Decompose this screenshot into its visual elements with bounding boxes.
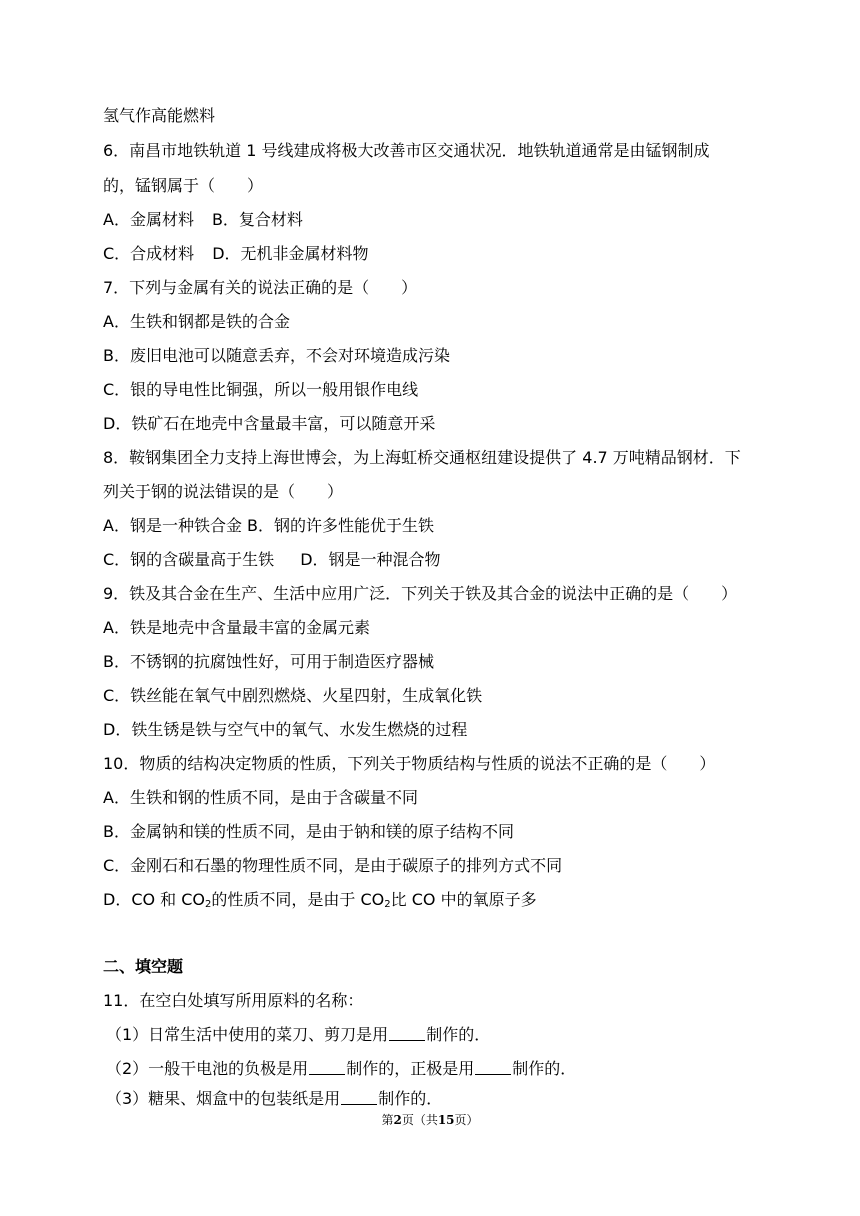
- question-10-option-a: A．生铁和钢的性质不同，是由于含碳量不同: [103, 788, 418, 807]
- question-6-options-cd: [103, 243, 369, 265]
- question-6-stem-cont: 的，锰钢属于（ ）: [103, 176, 264, 195]
- part-text: 制作的．: [378, 1089, 443, 1108]
- option-d-text: 比 CO 中的氧原子多: [390, 890, 537, 909]
- question-10-option-b: B．金属钠和镁的性质不同，是由于钠和镁的原子结构不同: [103, 822, 514, 841]
- question-11-part-2: [106, 1058, 576, 1080]
- total-pages: 15: [437, 1113, 455, 1127]
- question-8-stem-cont: 列关于钢的说法错误的是（ ）: [103, 482, 344, 501]
- part-text: （3）糖果、烟盒中的包装纸是用: [106, 1089, 341, 1108]
- option-d: D．钢是一种混合物: [300, 550, 441, 569]
- question-7-option-b: B．废旧电池可以随意丢弃，不会对环境造成污染: [103, 346, 450, 365]
- question-9-option-a: A．铁是地壳中含量最丰富的金属元素: [103, 618, 370, 637]
- question-7-option-c: C．银的导电性比铜强，所以一般用银作电线: [103, 380, 419, 399]
- question-9-option-c: C．铁丝能在氧气中剧烈燃烧、火星四射，生成氧化铁: [103, 686, 483, 705]
- answer-blank[interactable]: [475, 1060, 511, 1075]
- option-a: A．金属材料: [103, 210, 194, 229]
- question-8-options-ab: A．钢是一种铁合金 B．钢的许多性能优于生铁: [103, 516, 435, 535]
- answer-blank[interactable]: [341, 1090, 377, 1105]
- option-c: C．钢的含碳量高于生铁: [103, 550, 275, 569]
- part-text: 制作的．: [512, 1059, 577, 1078]
- footer-text: 页）: [454, 1113, 479, 1127]
- page-number: 2: [393, 1113, 402, 1127]
- part-text: （1）日常生活中使用的菜刀、剪刀是用: [106, 1025, 389, 1044]
- option-d: D．无机非金属材料物: [212, 244, 369, 263]
- answer-blank[interactable]: [389, 1026, 425, 1041]
- part-text: （2）一般干电池的负极是用: [106, 1059, 309, 1078]
- section-heading-fill-blank: 二、填空题: [103, 957, 184, 976]
- subscript: 2: [205, 899, 212, 910]
- page-footer: [0, 1112, 860, 1128]
- option-b: B．复合材料: [211, 210, 303, 229]
- option-d-text: 的性质不同，是由于 CO: [211, 890, 385, 909]
- question-11-stem: 11．在空白处填写所用原料的名称：: [103, 991, 364, 1010]
- question-7-option-a: A．生铁和钢都是铁的合金: [103, 312, 290, 331]
- part-text: 制作的，正极是用: [346, 1059, 475, 1078]
- part-text: 制作的．: [426, 1025, 491, 1044]
- question-6-options-ab: [103, 209, 303, 231]
- question-7-stem: 7．下列与金属有关的说法正确的是（ ）: [103, 278, 418, 297]
- question-8-options-cd: [103, 549, 441, 571]
- question-7-option-d: D．铁矿石在地壳中含量最丰富，可以随意开采: [103, 414, 436, 433]
- answer-blank[interactable]: [309, 1060, 345, 1075]
- line-prev-option: 氢气作高能燃料: [103, 106, 216, 125]
- question-10-option-c: C．金刚石和石墨的物理性质不同，是由于碳原子的排列方式不同: [103, 856, 563, 875]
- question-9-stem: 9．铁及其合金在生产、生活中应用广泛．下列关于铁及其合金的说法中正确的是（ ）: [103, 584, 738, 603]
- option-d-text: D．CO 和 CO: [103, 890, 206, 909]
- option-c: C．合成材料: [103, 244, 195, 263]
- question-8-stem: 8．鞍钢集团全力支持上海世博会，为上海虹桥交通枢纽建设提供了 4.7 万吨精品钢材．下: [103, 448, 741, 467]
- question-6-stem: 6．南昌市地铁轨道 1 号线建成将极大改善市区交通状况．地铁轨道通常是由锰钢制成: [103, 141, 710, 160]
- subscript: 2: [384, 899, 391, 910]
- footer-text: 第: [381, 1113, 394, 1127]
- question-10-option-d: [103, 889, 537, 911]
- question-9-option-b: B．不锈钢的抗腐蚀性好，可用于制造医疗器械: [103, 652, 434, 671]
- question-9-option-d: D．铁生锈是铁与空气中的氧气、水发生燃烧的过程: [103, 720, 468, 739]
- question-11-part-3: [106, 1088, 442, 1110]
- footer-text: 页（共: [401, 1113, 438, 1127]
- question-11-part-1: [106, 1024, 490, 1046]
- question-10-stem: 10．物质的结构决定物质的性质，下列关于物质结构与性质的说法不正确的是（ ）: [103, 754, 716, 773]
